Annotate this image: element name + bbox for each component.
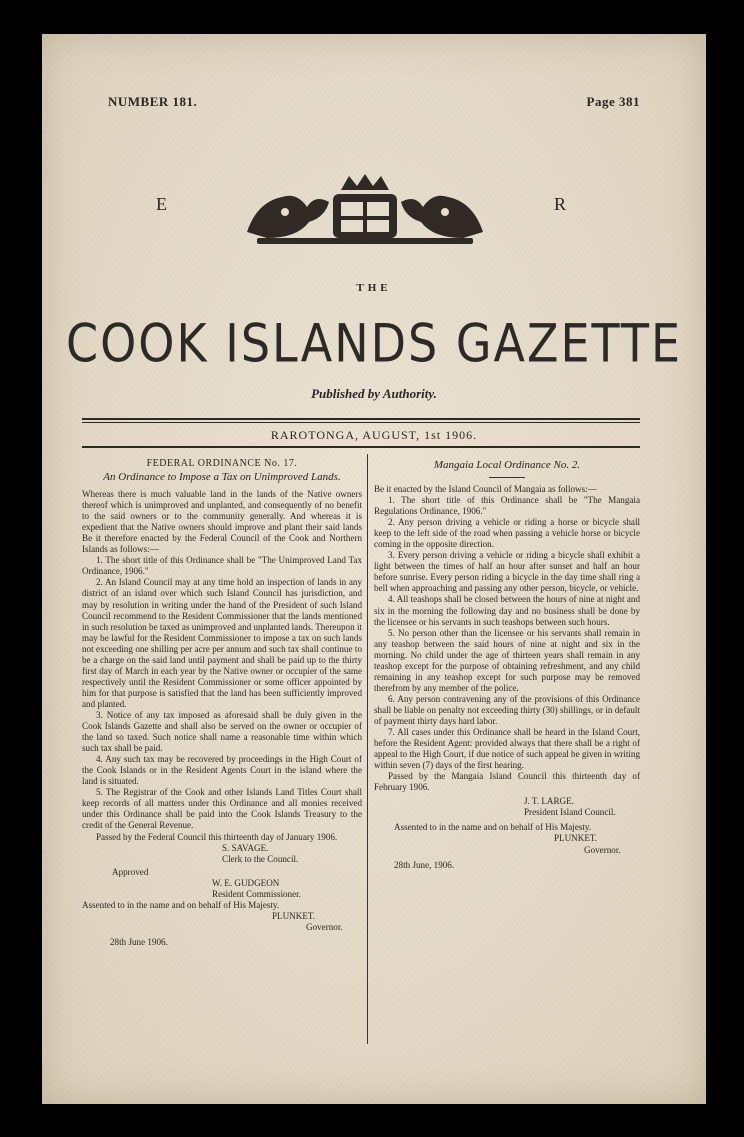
masthead-the: THE xyxy=(356,282,392,294)
right-section-6: 6. Any person contravening any of the provisions of this Ordinance shall be liable on penalty not exceeding thirty (30) shillings, or in default of payment thirty days hard labor. xyxy=(374,693,640,726)
left-sig1-name: S. SAVAGE. xyxy=(222,842,269,853)
top-rule-thin xyxy=(82,422,640,423)
gazette-page xyxy=(42,34,706,1104)
left-sig3-title: Governor. xyxy=(306,921,343,932)
left-assent: Assented to in the name and on behalf of His Majesty. xyxy=(82,899,280,910)
left-sig3 xyxy=(82,911,362,933)
right-sig2 xyxy=(374,833,640,855)
right-heading: Mangaia Local Ordinance No. 2. xyxy=(433,459,581,471)
right-passed: Passed by the Mangaia Island Council this thirteenth day of February 1906. xyxy=(374,771,640,793)
right-section-4: 4. All teashops shall be closed between the hours of nine at night and six in the morning the following day and no business shall be done by the licensee or his servants in such teashops between such hours. xyxy=(374,594,640,627)
left-sig1-title: Clerk to the Council. xyxy=(222,853,299,864)
left-section-4: 4. Any such tax may be recovered by proceedings in the High Court of the Cook Islands or in the Resident Agents Court in the island where the land is situated. xyxy=(82,754,362,787)
bottom-rule xyxy=(82,446,640,448)
right-sig1-name: J. T. LARGE. xyxy=(524,796,574,807)
right-section-2: 2. Any person driving a vehicle or riding a horse or bicycle shall keep to the left side of the road when passing a vehicle horse or bicycle coming in the opposite direction. xyxy=(374,517,640,550)
right-section-3: 3. Every person driving a vehicle or riding a bicycle shall exhibit a light between the times of half an hour after sunset and half an hour before sunrise. Every person riding a bicycle in the day time shall ring a bell when approaching and passing any other person, bicycle, or vehicle. xyxy=(374,550,640,594)
left-heading: FEDERAL ORDINANCE No. 17. xyxy=(146,458,298,469)
left-preamble: Whereas there is much valuable land in the lands of the Native owners thereof which is unimproved and unplanted, and consequently of no benefit to the said owners or to the community generally. And whereas it is expedient that the Native owners should improve and plant their said lands Be it therefore enacted by the Federal Council of the Cook and Northern Islands as follows:— xyxy=(82,489,362,555)
cipher-letter-right: R xyxy=(554,194,567,214)
right-sig2-title: Governor. xyxy=(584,844,621,855)
left-sig3-name: PLUNKET. xyxy=(272,910,316,921)
masthead-title: COOK ISLANDS GAZETTE xyxy=(65,311,683,375)
right-section-5: 5. No person other than the licensee or his servants shall remain in any teashop between the said hours of nine at night and six in the morning. No child under the age of thirteen years shall remain in any teashop except for the purpose of obtaining refreshment, and any child remaining in any teashop except for such purpose may be removed therefrom by any member of the police. xyxy=(374,627,640,693)
right-assent: Assented to in the name and on behalf of His Majesty. xyxy=(394,822,592,833)
left-passed: Passed by the Federal Council this thirteenth day of January 1906. xyxy=(96,831,338,842)
left-section-1: 1. The short title of this Ordinance shall be "The Unimproved Land Tax Ordinance, 1906." xyxy=(82,555,362,577)
left-subheading: An Ordinance to Impose a Tax on Unimproved Lands. xyxy=(103,471,341,484)
right-section-7: 7. All cases under this Ordinance shall be heard in the Island Court, before the Resident Agent: provided always that there shall be a right of appeal to the High Court, if due notice of such appeal be given in writing within seven (7) days of the first hearing. xyxy=(374,727,640,771)
dateline: RAROTONGA, AUGUST, 1st 1906. xyxy=(270,428,478,442)
right-column xyxy=(374,458,640,871)
right-sig1 xyxy=(374,796,640,818)
left-section-2: 2. An Island Council may at any time hold an inspection of lands in any district of an island over which such Island Council has jurisdiction, and may by resolution in writing under the hand of the President of such Island Council recommend to the Resident Commissioner that the lands mentioned in such resolution be taxed as unimproved and unplanted lands. Thereupon it may be lawful for the Resident Commissioner to impose a tax on such lands not exceeding one shilling per acre per annum and such tax shall continue to be a charge on the said land until payment and shall be paid up to the thirty first day of March in each year by the Native owner or occupier of the same respectively until the Resident Commissioner or some officer appointed by him for that purpose is satisfied that the land has been sufficiently improved and planted. xyxy=(82,577,362,709)
left-date: 28th June 1906. xyxy=(110,936,168,947)
column-divider xyxy=(367,454,368,1044)
left-column xyxy=(82,458,362,948)
issue-number: NUMBER 181. xyxy=(108,94,198,109)
right-sig2-name: PLUNKET. xyxy=(554,833,598,844)
published-by-authority: Published by Authority. xyxy=(311,386,437,401)
cipher-letter-left: E xyxy=(156,194,167,214)
left-sig2-name: W. E. GUDGEON xyxy=(212,877,280,888)
left-sig2 xyxy=(82,878,362,900)
left-sig1 xyxy=(82,843,362,865)
left-section-3: 3. Notice of any tax imposed as aforesaid shall be duly given in the Cook Islands Gazette and shall also be served on the owner or occupier of the land so taxed. Such notice shall name a reasonable time within which such tax shall be paid. xyxy=(82,709,362,754)
right-section-1: 1. The short title of this Ordinance shall be "The Mangaia Regulations Ordinance, 1906." xyxy=(374,495,640,517)
left-approved: Approved xyxy=(112,866,149,877)
right-enact: Be it enacted by the Island Council of Mangaia as follows:— xyxy=(374,484,597,494)
crest-icon xyxy=(237,172,493,246)
left-section-5: 5. The Registrar of the Cook and other Islands Land Titles Court shall keep records of all matters under this Ordinance and all monies received under this Ordinance shall be paid into the Cook Islands Treasury to the credit of the General Revenue. xyxy=(82,787,362,831)
right-sig1-title: President Island Council. xyxy=(524,807,616,818)
right-date: 28th June, 1906. xyxy=(394,859,455,870)
page-number: Page 381 xyxy=(586,94,640,109)
top-rule xyxy=(82,418,640,420)
left-sig2-title: Resident Commissioner. xyxy=(212,888,301,899)
right-heading-rule xyxy=(489,477,525,478)
